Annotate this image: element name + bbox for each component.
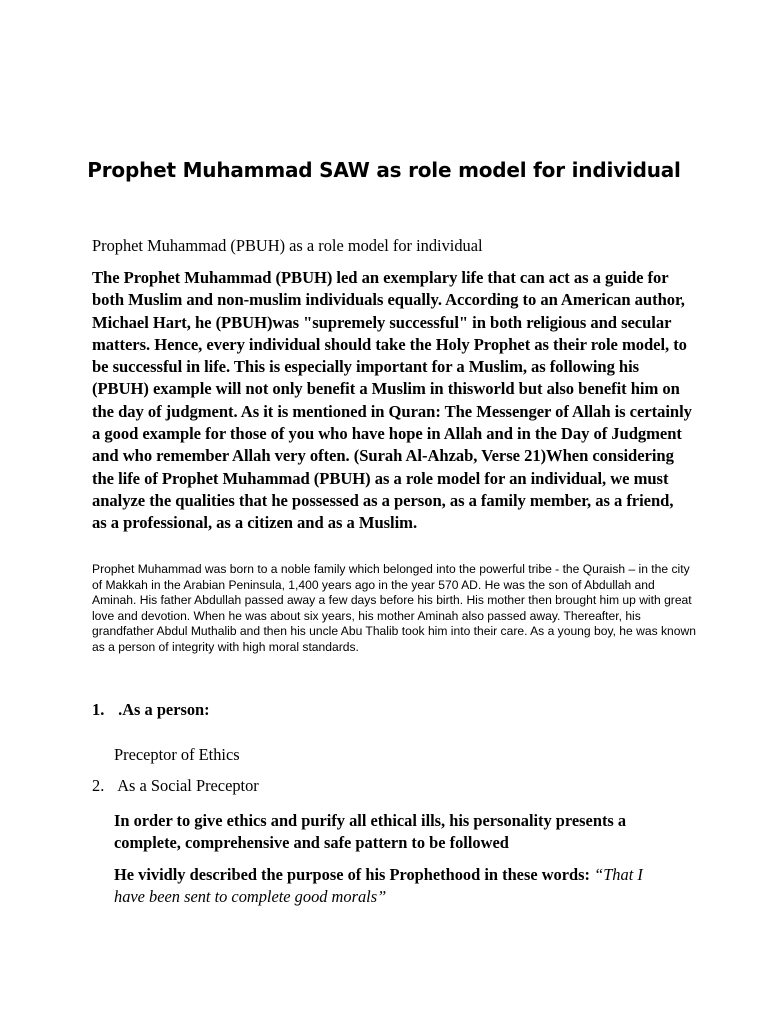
ethics-paragraph: In order to give ethics and purify all ethical ills, his personality presents a complete, comprehensive and safe pattern to be followed — [114, 811, 627, 853]
list-label: As a Social Preceptor — [117, 776, 259, 795]
document-subtitle: Prophet Muhammad (PBUH) as a role model for individual — [92, 236, 483, 255]
quote-lead-text: He vividly described the purpose of his Prophethood in these words: — [114, 865, 595, 884]
prophethood-quote-paragraph — [114, 864, 674, 909]
biography-paragraph: Prophet Muhammad was born to a noble family which belonged into the powerful tribe - the Quraish – in the city of Makkah in the Arabian Peninsula, 1,400 years ago in the year 570 AD. He was the son of Abdullah and Aminah. His father Abdullah passed away a few days before his birth. His mother then brought him up with great love and devotion. When he was about six years, his mother Aminah also passed away. Thereafter, his grandfather Abdul Muthalib and then his uncle Abu Thalib took him into their care. As a young boy, he was known as a person of integrity with high moral standards. — [92, 562, 696, 654]
quote-text: “That I have been sent to complete good morals” — [114, 865, 643, 907]
list-label: .As a person: — [118, 700, 210, 719]
list-item-as-a-person — [92, 700, 210, 720]
document-title: Prophet Muhammad SAW as role model for individual — [87, 158, 681, 182]
sub-item-preceptor-of-ethics: Preceptor of Ethics — [114, 745, 240, 764]
list-number: 1. — [92, 700, 105, 719]
list-item-social-preceptor — [92, 776, 259, 796]
intro-paragraph: The Prophet Muhammad (PBUH) led an exemplary life that can act as a guide for both Muslim and non-muslim individuals equally. According to an American author, Michael Hart, he (PBUH)was "supremely successful" in both religious and secular matters. Hence, every individual should take the Holy Prophet as their role model, to be successful in life. This is especially important for a Muslim, as following his (PBUH) example will not only benefit a Muslim in thisworld but also benefit him on the day of judgment. As it is mentioned in Quran: The Messenger of Allah is certainly a good example for those of you who have hope in Allah and in the Day of Judgment and who remember Allah very often. (Surah Al-Ahzab, Verse 21)When considering the life of Prophet Muhammad (PBUH) as a role model for an individual, we must analyze the qualities that he possessed as a person, as a family member, as a friend, as a professional, as a citizen and as a Muslim. — [92, 268, 692, 533]
list-number: 2. — [92, 776, 105, 795]
